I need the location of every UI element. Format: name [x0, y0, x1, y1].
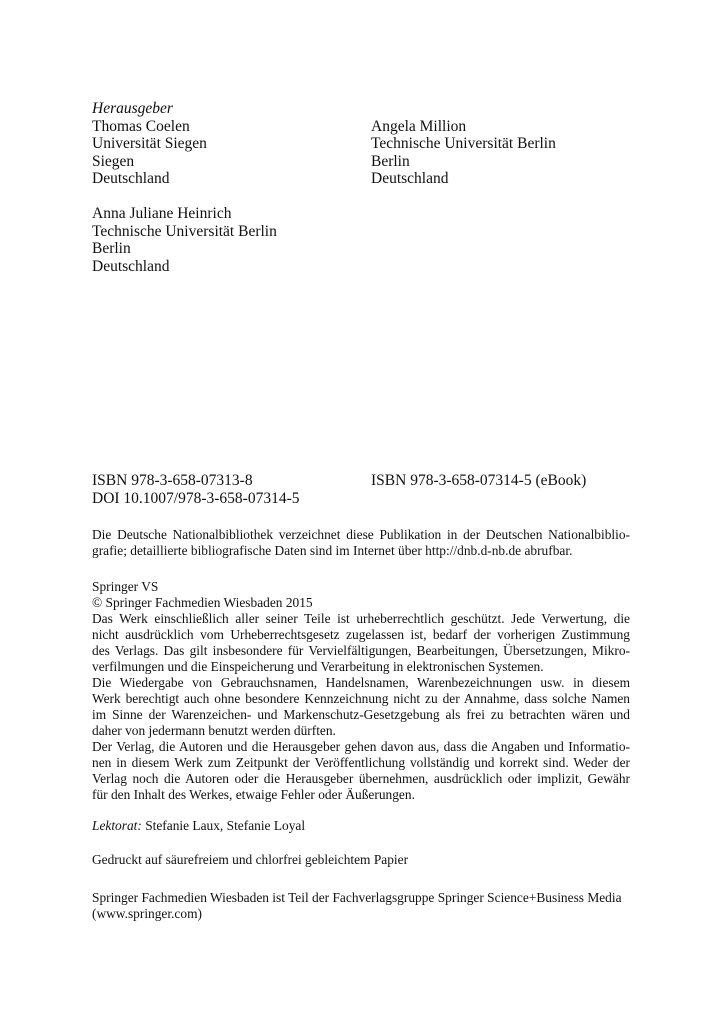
editor1-affiliation: Universität Siegen — [92, 135, 207, 152]
publisher-group-note — [92, 890, 622, 922]
legal-line: Werk berechtigt auch ohne besondere Kennzeichnung nicht zu der Annahme, dass solche Namen — [92, 691, 630, 706]
isbn-print: ISBN 978-3-658-07313-8 — [92, 472, 253, 489]
editors-heading: Herausgeber — [92, 100, 173, 117]
doi: DOI 10.1007/978-3-658-07314-5 — [92, 489, 300, 507]
legal-text — [92, 611, 630, 803]
editor2-name: Angela Million — [371, 117, 467, 135]
legal-line: daher von jedermann benutzt werden dürften. — [92, 723, 336, 738]
legal-line: Der Verlag, die Autoren und die Herausgeber gehen davon aus, dass die Angaben und Informatio- — [92, 739, 630, 754]
lektorat-label: Lektorat: — [92, 818, 142, 833]
legal-line: Die Wiedergabe von Gebrauchsnamen, Handelsnamen, Warenbezeichnungen usw. in diesem — [92, 675, 630, 690]
editor2-country: Deutschland — [371, 170, 449, 187]
lektorat-line — [92, 818, 305, 834]
legal-line: Verlag noch die Autoren oder die Herausgeber übernehmen, ausdrücklich oder implizit, Gewähr — [92, 771, 630, 786]
publisher-imprint: Springer VS — [92, 579, 159, 594]
group-line-1: Springer Fachmedien Wiesbaden ist Teil der Fachverlagsgruppe Springer Science+Business Media — [92, 890, 622, 905]
legal-line: im Sinne der Warenzeichen- und Markenschutz-Gesetzgebung als frei zu betrachten wären und — [92, 707, 630, 722]
legal-line: nicht ausdrücklich vom Urheberrechtsgesetz zugelassen ist, bedarf der vorherigen Zustimmung — [92, 627, 630, 642]
isbn-ebook-block — [371, 472, 586, 490]
legal-line: nen in diesem Werk zum Zeitpunkt der Veröffentlichung vollständig und korrekt sind. Weder der — [92, 755, 630, 770]
editor3-affiliation: Technische Universität Berlin — [92, 222, 277, 240]
editor1-city: Siegen — [92, 152, 135, 170]
paper-text: Gedruckt auf säurefreiem und chlorfrei gebleichtem Papier — [92, 852, 409, 867]
dnb-note — [92, 527, 630, 559]
editors-left-column — [92, 100, 207, 188]
dnb-line-1: Die Deutsche Nationalbibliothek verzeichnet diese Publikation in der Deutschen Nationalbiblio- — [92, 527, 630, 542]
publisher-copyright: © Springer Fachmedien Wiesbaden 2015 — [92, 595, 313, 610]
lektorat-names: Stefanie Laux, Stefanie Loyal — [141, 818, 306, 833]
editor3-name: Anna Juliane Heinrich — [92, 205, 232, 222]
dnb-line-2: grafie; detaillierte bibliografische Daten sind im Internet über http://dnb.d-nb.de abrufbar. — [92, 543, 573, 558]
editor1-name: Thomas Coelen — [92, 117, 190, 135]
legal-line: des Verlags. Das gilt insbesondere für Vervielfältigungen, Bearbeitungen, Übersetzungen, Mikro- — [92, 643, 630, 658]
editor3-block — [92, 205, 277, 275]
legal-block — [92, 579, 630, 803]
editor2-city: Berlin — [371, 152, 410, 170]
paper-note — [92, 852, 408, 868]
isbn-ebook: ISBN 978-3-658-07314-5 (eBook) — [371, 472, 587, 489]
legal-line: für den Inhalt des Werkes, etwaige Fehler oder Äußerungen. — [92, 787, 415, 802]
editor3-country: Deutschland — [92, 257, 170, 275]
editor3-city: Berlin — [92, 240, 131, 257]
group-line-2: (www.springer.com) — [92, 906, 202, 921]
editor1-country: Deutschland — [92, 170, 170, 187]
legal-line: verfilmungen und die Einspeicherung und Verarbeitung in elektronischen Systemen. — [92, 659, 544, 674]
editors-right-column — [371, 118, 556, 188]
legal-line: Das Werk einschließlich aller seiner Teile ist urheberrechtlich geschützt. Jede Verwertung, die — [92, 611, 630, 626]
isbn-print-block — [92, 472, 300, 507]
editor2-affiliation: Technische Universität Berlin — [371, 135, 556, 152]
